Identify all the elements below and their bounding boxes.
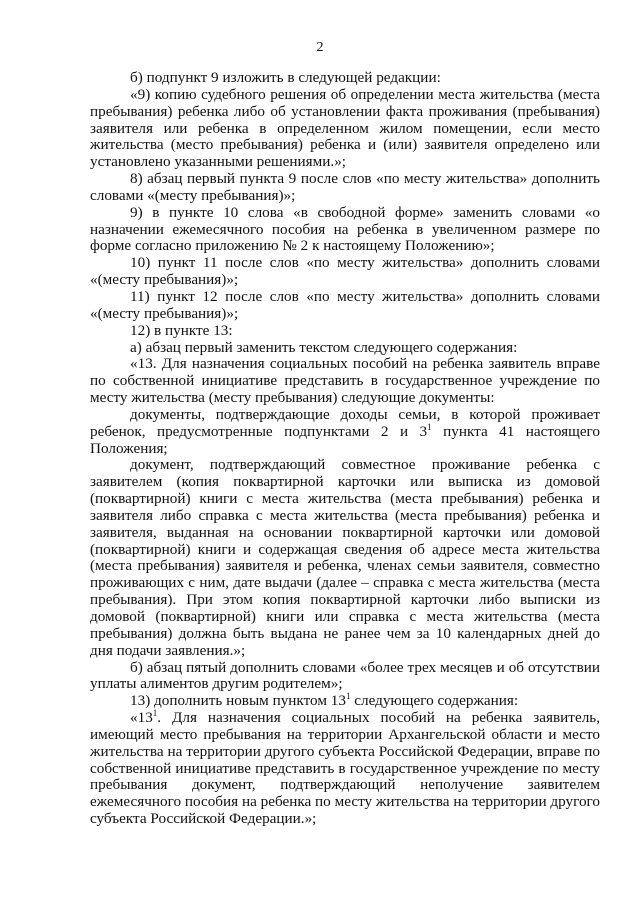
paragraph-income-documents — [90, 407, 600, 458]
page-number: 2 — [316, 40, 324, 55]
superscript: 1 — [152, 708, 158, 719]
superscript: 1 — [345, 691, 351, 702]
paragraph-new-point-9: «9) копию судебного решения об определении места жительства (места пребывания) ребенка либо об установлении факта проживания (пребывания) заявителя или ребенка в определенном жилом помещении, если место жительства (место пребывания) ребенка и (или) заявителя определено или установлено указанными решениями.»; — [90, 85, 600, 171]
paragraph-item-10: 10) пункт 11 после слов «по месту жительства» дополнить словами «(месту пребывания)»; — [90, 254, 600, 289]
superscript: 1 — [427, 421, 432, 432]
paragraph-subitem-b-point-9: б) подпункт 9 изложить в следующей редакции: — [130, 69, 441, 86]
paragraph-text: . Для назначения социальных пособий на ребенка заявитель, имеющий место пребывания на территории Архангельской области и место жительства на территории другого субъекта Российской Федерации, вправе по собственной инициативе представить в государственное учреждение по месту пребывания документ, подтверждающий неполучение заявителем ежемесячного пособия на ребенка по месту жительства на территории другого субъекта Российской Федерации.»; — [90, 709, 600, 828]
paragraph-item-11: 11) пункт 12 после слов «по месту жительства» дополнить словами «(месту пребывания)»; — [90, 287, 600, 322]
paragraph-text: «13 — [130, 709, 153, 727]
paragraph-text: 13) дополнить новым пунктом 13 — [130, 692, 346, 710]
paragraph-text: документы, подтверждающие доходы семьи, в которой проживает ребенок, предусмотренные подпунктами 2 и 3 — [90, 405, 600, 440]
document-body — [90, 70, 600, 828]
paragraph-point-13: «13. Для назначения социальных пособий на ребенка заявитель вправе по собственной инициативе представить в государственное учреждение по месту жительства (месту пребывания) следующие документы: — [90, 355, 600, 407]
paragraph-subitem-b-paragraph-5: б) абзац пятый дополнить словами «более трех месяцев и об отсутствии уплаты алиментов другим родителем»; — [90, 658, 600, 693]
paragraph-text: следующего содержания: — [350, 692, 519, 710]
paragraph-item-9: 9) в пункте 10 слова «в свободной форме» заменить словами «о назначении ежемесячного пособия на ребенка в увеличенном размере по форме согласно приложению № 2 к настоящему Положению»; — [90, 203, 600, 255]
paragraph-point-13-1 — [90, 710, 600, 828]
paragraph-item-13 — [90, 693, 600, 710]
paragraph-item-12: 12) в пункте 13: — [130, 321, 233, 339]
paragraph-text: пункта 41 настоящего Положения; — [90, 422, 601, 457]
paragraph-subitem-a: а) абзац первый заменить текстом следующего содержания: — [130, 338, 518, 356]
paragraph-item-8: 8) абзац первый пункта 9 после слов «по месту жительства» дополнить словами «(месту пребывания)»; — [90, 170, 600, 204]
paragraph-cohabitation-document: документ, подтверждающий совместное проживание ребенка с заявителем (копия поквартирной карточки или выписка из домовой (поквартирной) книги с места жительства (места пребывания) ребенка и заявителя либо справка с места жительства (места пребывания) ребенка и заявителя, выданная на основании поквартирной карточки или домовой (поквартирной) книги и содержащая сведения об адресе места жительства (места пребывания) заявителя и ребенка, членах семьи заявителя, совместно проживающих с ним, дате выдачи (далее – справка с места жительства (места пребывания). При этом копия поквартирной карточки либо выписки из домовой (поквартирной) книги или справка с места жительства (места пребывания) должна быть выдана не ранее чем за 10 календарных дней до дня подачи заявления.»; — [90, 456, 600, 659]
